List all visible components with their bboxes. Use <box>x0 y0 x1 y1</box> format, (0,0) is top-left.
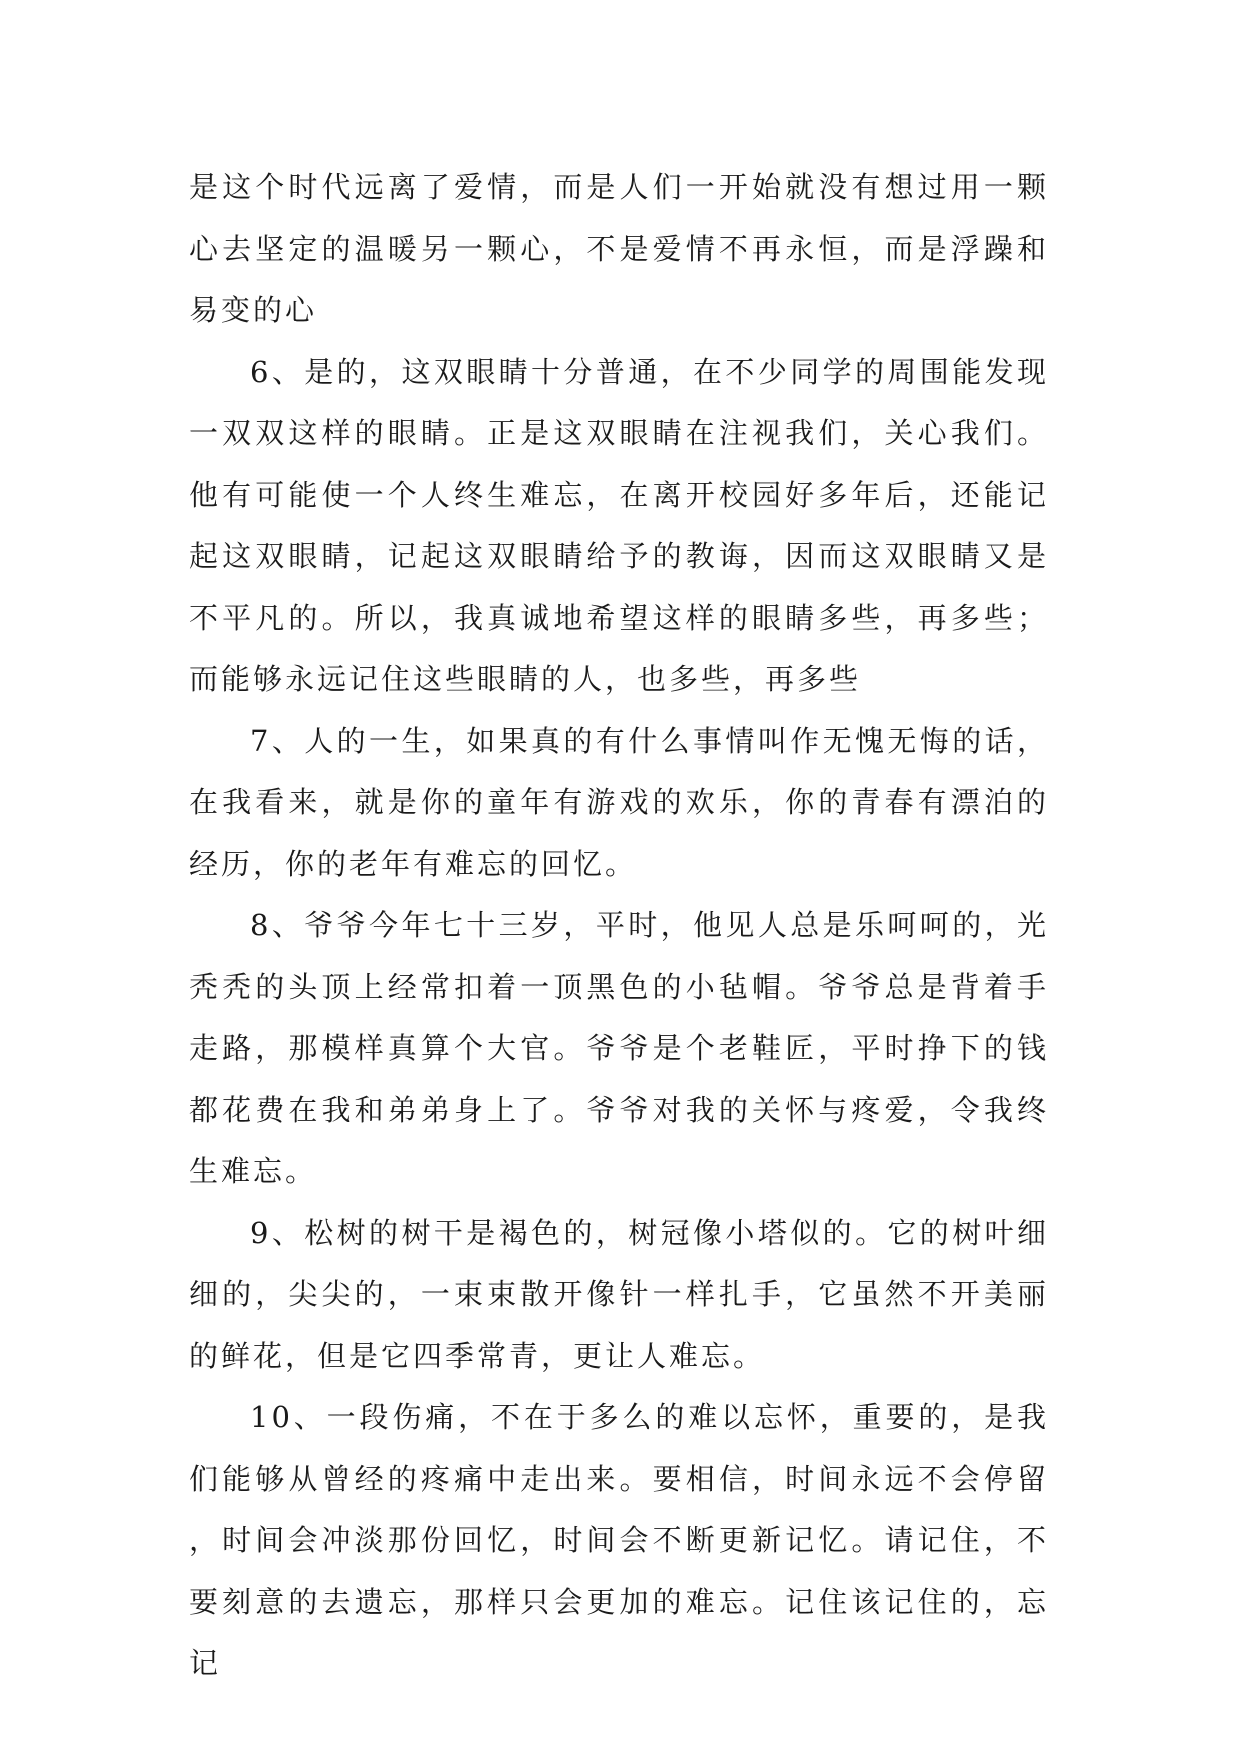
paragraph-8: 8、爷爷今年七十三岁，平时，他见人总是乐呵呵的，光秃秃的头顶上经常扣着一顶黑色的小毡帽。爷爷总是背着手走路，那模样真算个大官。爷爷是个老鞋匠，平时挣下的钱都花费在我和弟弟身上了。爷爷对我的关怀与疼爱，令我终生难忘。 <box>189 908 1049 1188</box>
paragraph-7: 7、人的一生，如果真的有什么事情叫作无愧无悔的话，在我看来，就是你的童年有游戏的欢乐，你的青春有漂泊的经历，你的老年有难忘的回忆。 <box>189 723 1049 881</box>
paragraph-10: 10、一段伤痛，不在于多么的难以忘怀，重要的，是我们能够从曾经的疼痛中走出来。要相信，时间永远不会停留，时间会冲淡那份回忆，时间会不断更新记忆。请记住，不要刻意的去遗忘，那样只会更加的难忘。记住该记住的，忘记 <box>189 1400 1049 1680</box>
document-body <box>189 157 1049 1695</box>
paragraph-5-continued: 是这个时代远离了爱情，而是人们一开始就没有想过用一颗心去坚定的温暖另一颗心，不是爱情不再永恒，而是浮躁和易变的心 <box>189 170 1049 327</box>
paragraph-9: 9、松树的树干是褐色的，树冠像小塔似的。它的树叶细细的，尖尖的，一束束散开像针一样扎手，它虽然不开美丽的鲜花，但是它四季常青，更让人难忘。 <box>189 1215 1049 1373</box>
paragraph-6: 6、是的，这双眼睛十分普通，在不少同学的周围能发现一双双这样的眼睛。正是这双眼睛在注视我们，关心我们。他有可能使一个人终生难忘，在离开校园好多年后，还能记起这双眼睛，记起这双眼睛给予的教诲，因而这双眼睛又是不平凡的。所以，我真诚地希望这样的眼睛多些，再多些；而能够永远记住这些眼睛的人，也多些，再多些 <box>189 354 1049 696</box>
